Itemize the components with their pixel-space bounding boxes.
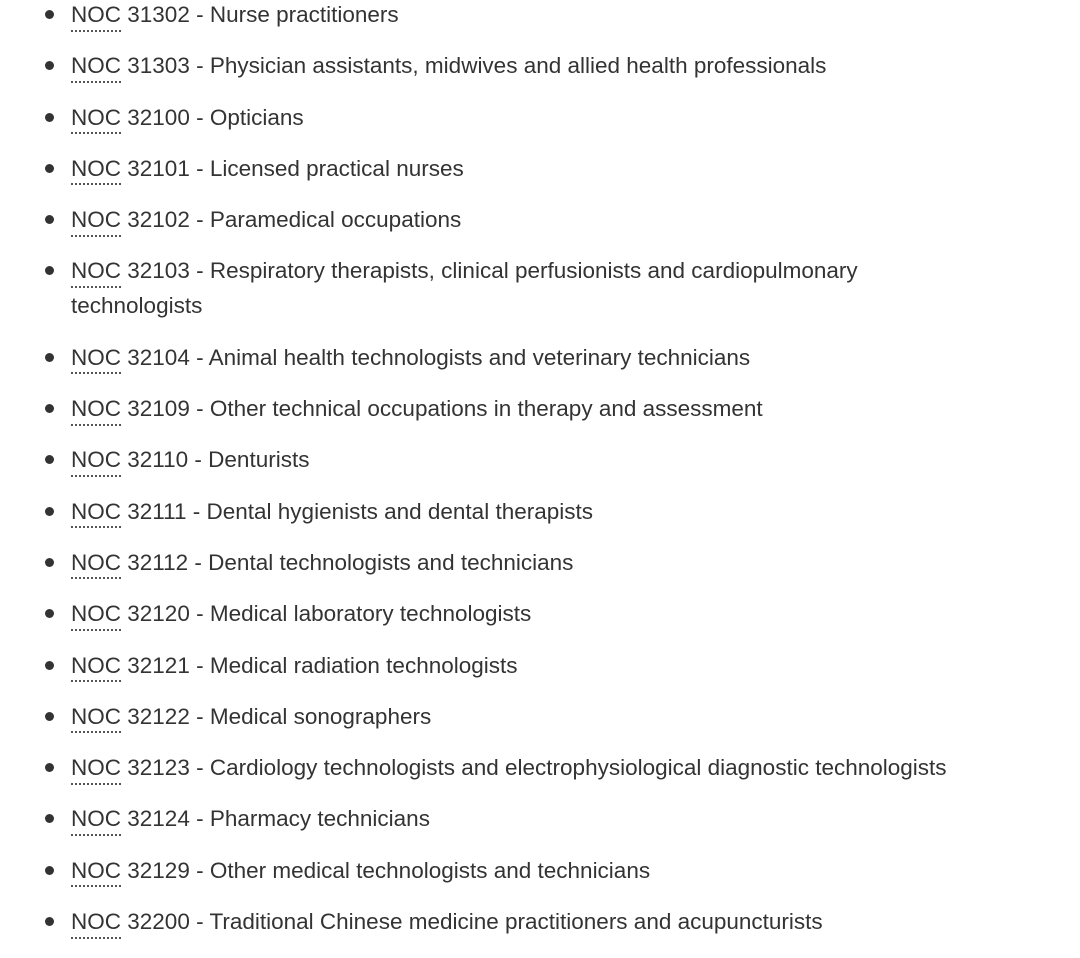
noc-code: 32200 (127, 909, 190, 935)
occupation-title: Medical sonographers (209, 703, 432, 729)
occupation-title: Denturists (208, 447, 310, 473)
occupation-title: Respiratory therapists, clinical perfusionists and cardiopulmonary technologists (71, 258, 858, 319)
bullet-icon (45, 609, 54, 618)
noc-code: 32101 (127, 155, 190, 181)
bullet-icon (45, 455, 54, 464)
occupation-title: Physician assistants, midwives and allied health professionals (209, 53, 827, 79)
noc-code: 32103 (127, 258, 190, 284)
list-item: NOC 32123 - Cardiology technologists and electrophysiological diagnostic technologists (0, 750, 1080, 785)
list-item: NOC 31302 - Nurse practitioners (0, 0, 1080, 32)
bullet-icon (45, 353, 54, 362)
bullet-icon (45, 164, 54, 173)
occupation-title: Other medical technologists and technicians (209, 857, 651, 883)
noc-abbreviation[interactable]: NOC (71, 857, 121, 883)
noc-abbreviation[interactable]: NOC (71, 703, 121, 729)
noc-abbreviation[interactable]: NOC (71, 344, 121, 370)
list-item: NOC 32104 - Animal health technologists and veterinary technicians (0, 340, 1080, 375)
list-item: NOC 32121 - Medical radiation technologists (0, 648, 1080, 683)
noc-abbreviation[interactable]: NOC (71, 755, 121, 781)
occupation-title: Licensed practical nurses (209, 155, 464, 181)
noc-abbreviation[interactable]: NOC (71, 652, 121, 678)
noc-abbreviation[interactable]: NOC (71, 806, 121, 832)
bullet-icon (45, 266, 54, 275)
noc-abbreviation[interactable]: NOC (71, 909, 121, 935)
bullet-icon (45, 661, 54, 670)
noc-code: 32112 (127, 549, 189, 575)
noc-abbreviation[interactable]: NOC (71, 601, 121, 627)
list-item: NOC 32124 - Pharmacy technicians (0, 801, 1080, 836)
list-item: NOC 32200 - Traditional Chinese medicine practitioners and acupuncturists (0, 904, 1080, 939)
noc-code: 32122 (127, 703, 190, 729)
noc-code: 32129 (127, 857, 190, 883)
list-item: NOC 32110 - Denturists (0, 442, 1080, 477)
noc-code: 32110 (127, 447, 189, 473)
bullet-icon (45, 215, 54, 224)
list-item: NOC 32102 - Paramedical occupations (0, 202, 1080, 237)
bullet-icon (45, 763, 54, 772)
list-item: NOC 32120 - Medical laboratory technologists (0, 596, 1080, 631)
noc-abbreviation[interactable]: NOC (71, 498, 121, 524)
noc-abbreviation[interactable]: NOC (71, 2, 121, 27)
noc-code: 32111 (127, 498, 187, 524)
noc-code: 32109 (127, 396, 190, 422)
list-item: NOC 31303 - Physician assistants, midwives and allied health professionals (0, 48, 1080, 83)
noc-abbreviation[interactable]: NOC (71, 53, 121, 79)
noc-code: 32123 (127, 755, 190, 781)
list-item: NOC 32129 - Other medical technologists and technicians (0, 853, 1080, 888)
list-item: NOC 32111 - Dental hygienists and dental therapists (0, 494, 1080, 529)
noc-code: 32104 (127, 344, 190, 370)
list-item: NOC 32112 - Dental technologists and technicians (0, 545, 1080, 580)
occupation-title: Traditional Chinese medicine practitioners and acupuncturists (209, 909, 823, 935)
noc-code: 32100 (127, 104, 190, 130)
occupation-title: Dental technologists and technicians (208, 549, 574, 575)
noc-code: 31302 (127, 2, 190, 27)
noc-abbreviation[interactable]: NOC (71, 549, 121, 575)
noc-abbreviation[interactable]: NOC (71, 155, 121, 181)
occupation-title: Medical laboratory technologists (209, 601, 532, 627)
list-item: NOC 32122 - Medical sonographers (0, 699, 1080, 734)
noc-abbreviation[interactable]: NOC (71, 396, 121, 422)
list-item: NOC 32109 - Other technical occupations in therapy and assessment (0, 391, 1080, 426)
bullet-icon (45, 507, 54, 516)
bullet-icon (45, 10, 54, 19)
noc-code: 32124 (127, 806, 190, 832)
noc-code: 32120 (127, 601, 190, 627)
noc-code: 31303 (127, 53, 190, 79)
noc-code: 32121 (127, 652, 190, 678)
bullet-icon (45, 404, 54, 413)
bullet-icon (45, 61, 54, 70)
bullet-icon (45, 917, 54, 926)
noc-code: 32102 (127, 207, 190, 233)
occupation-title: Nurse practitioners (209, 2, 399, 27)
list-item: NOC 32103 - Respiratory therapists, clinical perfusionists and cardiopulmonary technologists (0, 253, 1080, 323)
bullet-icon (45, 814, 54, 823)
bullet-icon (45, 113, 54, 122)
bullet-icon (45, 558, 54, 567)
noc-abbreviation[interactable]: NOC (71, 207, 121, 233)
occupation-title: Opticians (209, 104, 304, 130)
list-item: NOC 32101 - Licensed practical nurses (0, 151, 1080, 186)
occupation-title: Other technical occupations in therapy and assessment (209, 396, 763, 422)
occupation-title: Animal health technologists and veterinary technicians (208, 344, 751, 370)
occupation-title: Pharmacy technicians (209, 806, 430, 832)
occupation-title: Dental hygienists and dental therapists (206, 498, 593, 524)
occupation-title: Paramedical occupations (209, 207, 462, 233)
occupation-title: Cardiology technologists and electrophysiological diagnostic technologists (209, 755, 947, 781)
noc-abbreviation[interactable]: NOC (71, 104, 121, 130)
bullet-icon (45, 712, 54, 721)
noc-abbreviation[interactable]: NOC (71, 258, 121, 284)
list-item: NOC 32100 - Opticians (0, 100, 1080, 135)
noc-abbreviation[interactable]: NOC (71, 447, 121, 473)
bullet-icon (45, 866, 54, 875)
occupation-title: Medical radiation technologists (209, 652, 518, 678)
